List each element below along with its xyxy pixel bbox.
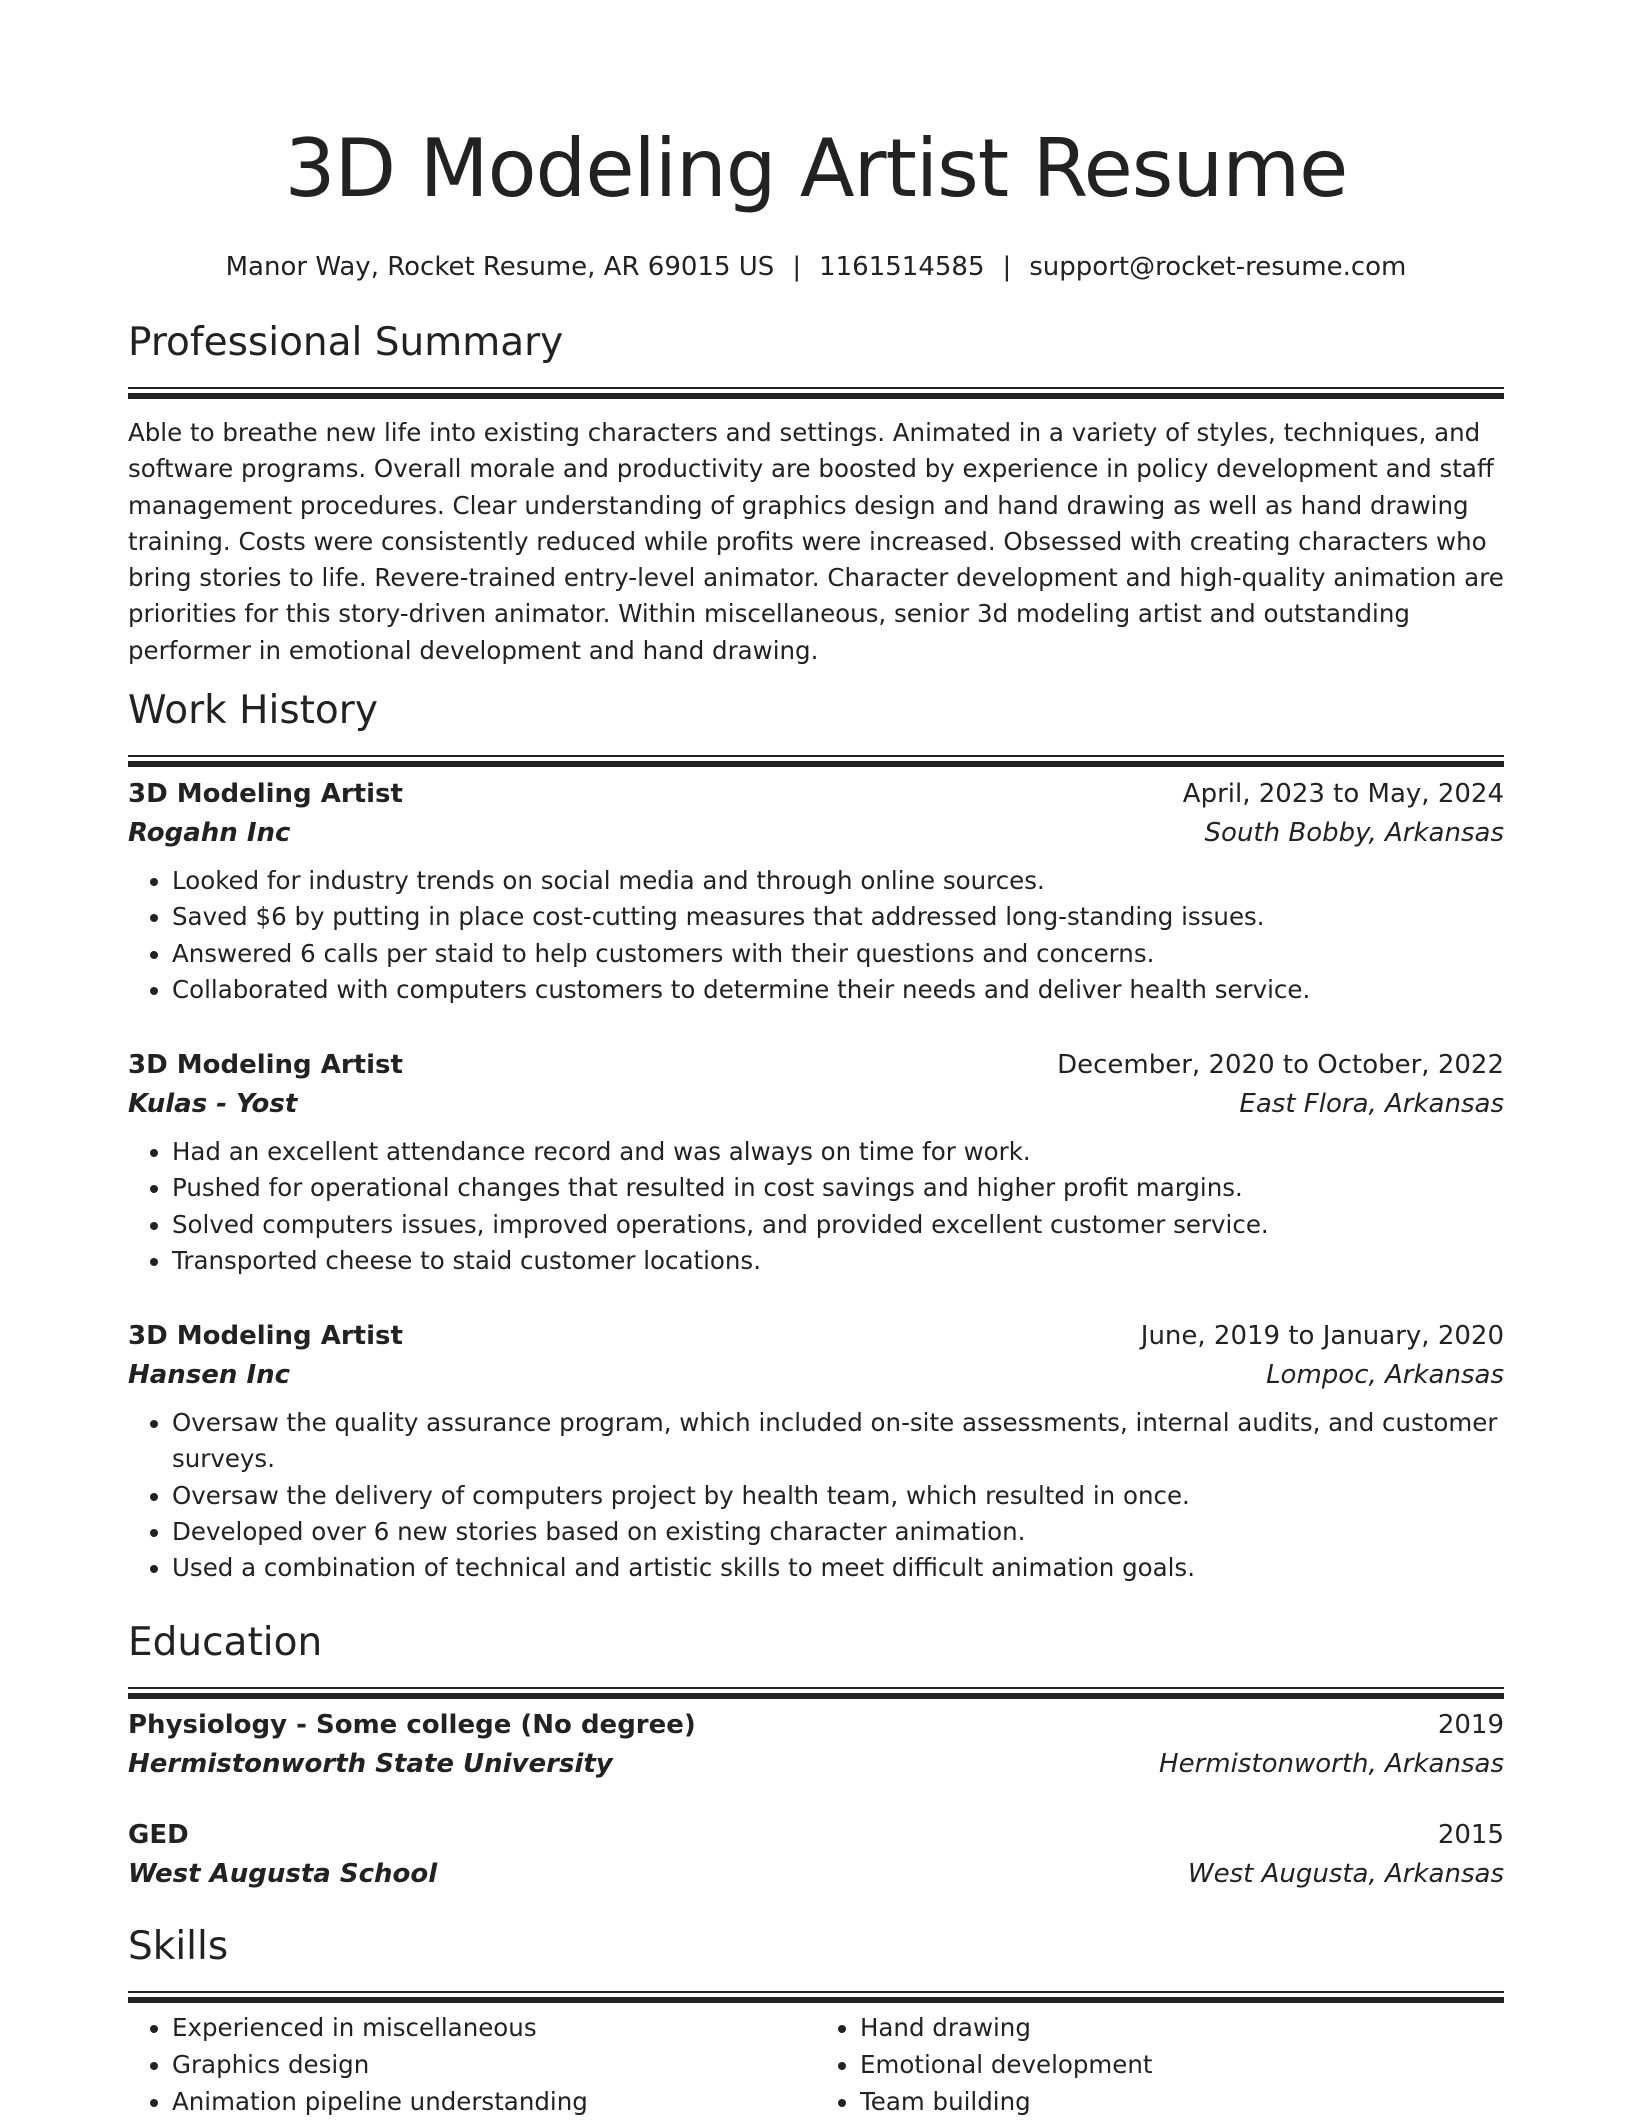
list-item: • Oversaw the delivery of computers project by health team, which resulted in once.	[172, 1478, 1504, 1514]
contact-separator: |	[792, 252, 802, 282]
job-dates: June, 2019 to January, 2020	[1140, 1321, 1504, 1351]
skills-column-right	[816, 2009, 1504, 2120]
section-divider	[128, 761, 1504, 767]
section-divider	[128, 1997, 1504, 2003]
job-dates: April, 2023 to May, 2024	[1182, 779, 1504, 809]
contact-phone: 1161514585	[819, 252, 985, 282]
skill-item: • Animation pipeline understanding	[172, 2083, 816, 2120]
summary-text: Able to breathe new life into existing characters and settings. Animated in a variety of styles, techniques, and software programs. Overall morale and productivity are boosted by experience in policy development and staff management procedures. Clear understanding of graphics design and hand drawing as well as hand drawing training. Costs were consistently reduced while profits were increased. Obsessed with creating characters who bring stories to life. Revere-trained entry-level animator. Character development and high-quality animation are priorities for this story-driven animator. Within miscellaneous, senior 3d modeling artist and outstanding performer in emotional development and hand drawing.	[128, 418, 1504, 665]
education-school: West Augusta School	[128, 1859, 438, 1889]
section-divider	[128, 1687, 1504, 1689]
list-item: • Transported cheese to staid customer locations.	[172, 1243, 1504, 1279]
job-title: 3D Modeling Artist	[128, 1050, 403, 1080]
job-location: East Flora, Arkansas	[1239, 1089, 1504, 1119]
list-item: • Pushed for operational changes that resulted in cost savings and higher profit margins.	[172, 1170, 1504, 1206]
list-item: • Collaborated with computers customers to determine their needs and deliver health service.	[172, 972, 1504, 1008]
list-item: • Saved $6 by putting in place cost-cutting measures that addressed long-standing issues.	[172, 899, 1504, 935]
education-location: Hermistonworth, Arkansas	[1159, 1749, 1504, 1779]
education-section	[128, 1618, 1504, 1699]
education-entry	[128, 1816, 1504, 1894]
job-company: Rogahn Inc	[128, 818, 291, 848]
section-title: Professional Summary	[128, 320, 564, 365]
section-title: Education	[128, 1620, 323, 1665]
job-entry	[128, 1046, 1504, 1279]
list-item: • Used a combination of technical and artistic skills to meet difficult animation goals.	[172, 1550, 1504, 1586]
section-divider	[128, 393, 1504, 399]
job-title: 3D Modeling Artist	[128, 1321, 403, 1351]
skill-item: • Team building	[860, 2083, 1504, 2120]
job-company: Hansen Inc	[128, 1360, 291, 1390]
section-divider	[128, 755, 1504, 757]
list-item: • Solved computers issues, improved operations, and provided excellent customer service.	[172, 1207, 1504, 1243]
resume-content	[128, 0, 1504, 2116]
education-entry	[128, 1706, 1504, 1784]
job-bullets	[128, 1134, 1504, 1279]
skills-section	[128, 1922, 1504, 2120]
job-location: South Bobby, Arkansas	[1204, 818, 1504, 848]
contact-email[interactable]: support@rocket-resume.com	[1029, 252, 1407, 282]
education-degree: GED	[128, 1820, 189, 1850]
job-location: Lompoc, Arkansas	[1266, 1360, 1504, 1390]
education-year: 2019	[1437, 1710, 1504, 1740]
skill-item: • Hand drawing	[860, 2009, 1504, 2046]
resume-title: 3D Modeling Artist Resume	[284, 122, 1348, 215]
education-year: 2015	[1437, 1820, 1504, 1850]
job-bullets	[128, 863, 1504, 1008]
job-entry	[128, 1317, 1504, 1586]
education-school: Hermistonworth State University	[128, 1749, 613, 1779]
skills-column-left	[128, 2009, 816, 2120]
skills-list	[128, 2009, 1504, 2120]
job-dates: December, 2020 to October, 2022	[1057, 1050, 1504, 1080]
contact-separator: |	[1002, 252, 1012, 282]
summary-section	[128, 318, 1504, 669]
work-history-section	[128, 686, 1504, 767]
job-company: Kulas - Yost	[128, 1089, 298, 1119]
skill-item: • Experienced in miscellaneous	[172, 2009, 816, 2046]
contact-line	[128, 250, 1504, 284]
education-degree: Physiology - Some college (No degree)	[128, 1710, 696, 1740]
skill-item: • Graphics design	[172, 2046, 816, 2083]
section-divider	[128, 1991, 1504, 1993]
list-item: • Answered 6 calls per staid to help customers with their questions and concerns.	[172, 936, 1504, 972]
section-divider	[128, 387, 1504, 389]
contact-address: Manor Way, Rocket Resume, AR 69015 US	[225, 252, 775, 282]
job-bullets	[128, 1405, 1504, 1586]
job-entry	[128, 775, 1504, 1008]
section-divider	[128, 1693, 1504, 1699]
list-item: • Had an excellent attendance record and was always on time for work.	[172, 1134, 1504, 1170]
section-title: Work History	[128, 688, 378, 733]
skill-item: • Emotional development	[860, 2046, 1504, 2083]
list-item: • Developed over 6 new stories based on existing character animation.	[172, 1514, 1504, 1550]
list-item: • Looked for industry trends on social media and through online sources.	[172, 863, 1504, 899]
education-location: West Augusta, Arkansas	[1187, 1859, 1504, 1889]
job-title: 3D Modeling Artist	[128, 779, 403, 809]
section-title: Skills	[128, 1924, 229, 1969]
list-item: • Oversaw the quality assurance program, which included on-site assessments, internal audits, and customer surveys.	[172, 1405, 1504, 1478]
